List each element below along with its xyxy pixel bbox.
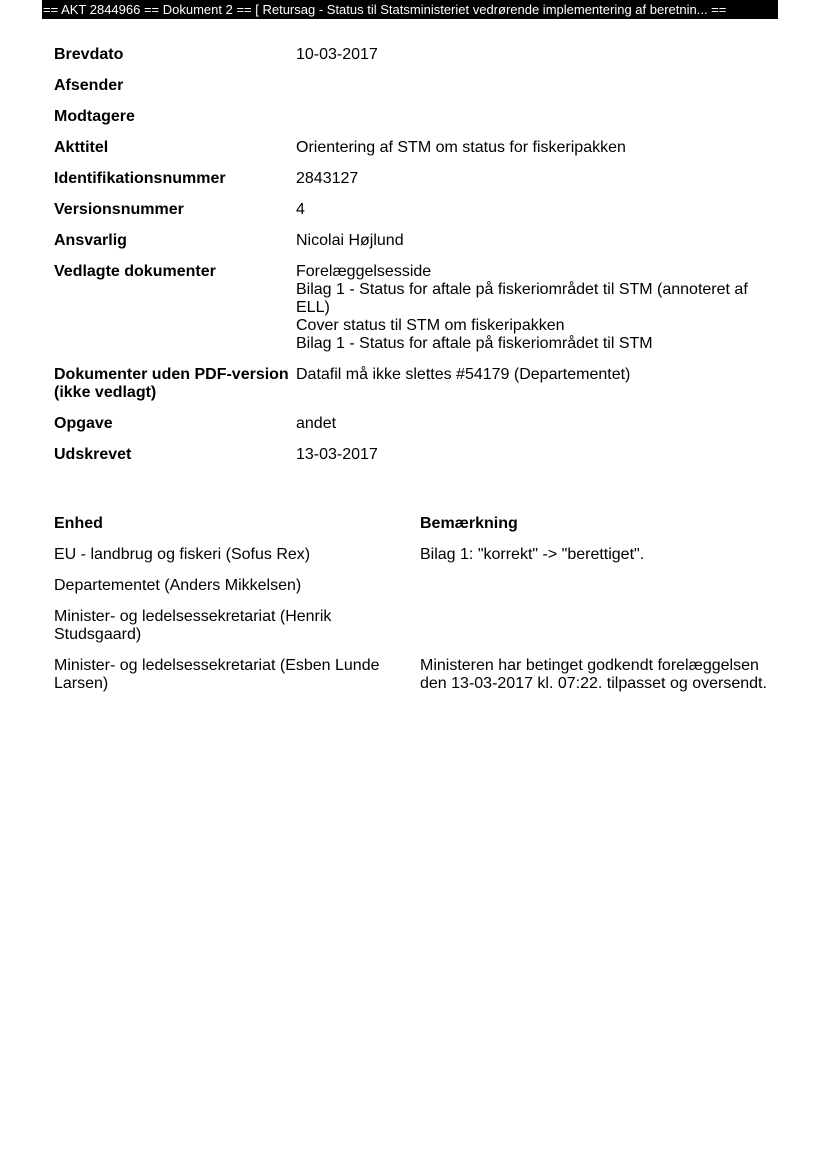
- table-row: [54, 608, 774, 657]
- metadata-row: [54, 415, 774, 446]
- metadata-row: [54, 232, 774, 263]
- field-value: Nicolai Højlund: [296, 232, 404, 249]
- field-label: Brevdato: [54, 46, 124, 63]
- metadata-row: [54, 77, 774, 108]
- table-row: [54, 546, 774, 577]
- column-header-enhed: Enhed: [54, 515, 103, 532]
- field-value: [296, 108, 774, 139]
- units-table: [54, 515, 774, 706]
- table-row: [54, 577, 774, 608]
- unit-cell: Departementet (Anders Mikkelsen): [54, 577, 302, 594]
- field-value: 2843127: [296, 170, 359, 187]
- field-value: [296, 77, 774, 108]
- remark-cell: [420, 608, 774, 657]
- field-label: Opgave: [54, 415, 113, 432]
- field-label: Modtagere: [54, 108, 135, 125]
- metadata-row: [54, 139, 774, 170]
- unit-cell: Minister- og ledelsessekretariat (Henrik Studsgaard): [54, 608, 332, 643]
- attached-document: Bilag 1 - Status for aftale på fiskeriområdet til STM (annoteret af ELL): [296, 281, 748, 316]
- field-label: Afsender: [54, 77, 124, 94]
- field-label: Udskrevet: [54, 446, 132, 463]
- metadata-row: [54, 46, 774, 77]
- unit-cell: EU - landbrug og fiskeri (Sofus Rex): [54, 546, 311, 563]
- remark-cell: Ministeren har betinget godkendt forelæggelsen den 13-03-2017 kl. 07:22. tilpasset og oversendt.: [420, 657, 767, 692]
- field-label: Akttitel: [54, 139, 109, 156]
- metadata-row: [54, 366, 774, 415]
- attached-documents-list: [296, 263, 774, 366]
- attached-document: Forelæggelsesside: [296, 263, 432, 280]
- metadata-row: [54, 263, 774, 366]
- table-row: [54, 657, 774, 706]
- field-label: Identifikationsnummer: [54, 170, 226, 187]
- field-label: Vedlagte dokumenter: [54, 263, 216, 280]
- field-value: 13-03-2017: [296, 446, 378, 463]
- field-label: Versionsnummer: [54, 201, 184, 218]
- field-value: 4: [296, 201, 305, 218]
- metadata-table: [54, 46, 774, 477]
- field-value: andet: [296, 415, 337, 432]
- document-header-banner: == AKT 2844966 == Dokument 2 == [ Retursag - Status til Statsministeriet vedrørende implementering af beretnin... ==: [42, 0, 778, 19]
- attached-document: Bilag 1 - Status for aftale på fiskeriområdet til STM: [296, 335, 653, 352]
- field-label: Ansvarlig: [54, 232, 127, 249]
- metadata-row: [54, 446, 774, 477]
- field-label: Dokumenter uden PDF-version (ikke vedlagt): [54, 366, 289, 401]
- field-value: Orientering af STM om status for fiskeripakken: [296, 139, 626, 156]
- field-value: 10-03-2017: [296, 46, 378, 63]
- metadata-row: [54, 108, 774, 139]
- metadata-row: [54, 170, 774, 201]
- field-value: Datafil må ikke slettes #54179 (Departementet): [296, 366, 631, 383]
- column-header-bemaerkning: Bemærkning: [420, 515, 518, 532]
- attached-document: Cover status til STM om fiskeripakken: [296, 317, 565, 334]
- units-table-header: [54, 515, 774, 546]
- unit-cell: Minister- og ledelsessekretariat (Esben Lunde Larsen): [54, 657, 380, 692]
- remark-cell: [420, 577, 774, 608]
- remark-cell: Bilag 1: "korrekt" -> "berettiget".: [420, 546, 645, 563]
- metadata-row: [54, 201, 774, 232]
